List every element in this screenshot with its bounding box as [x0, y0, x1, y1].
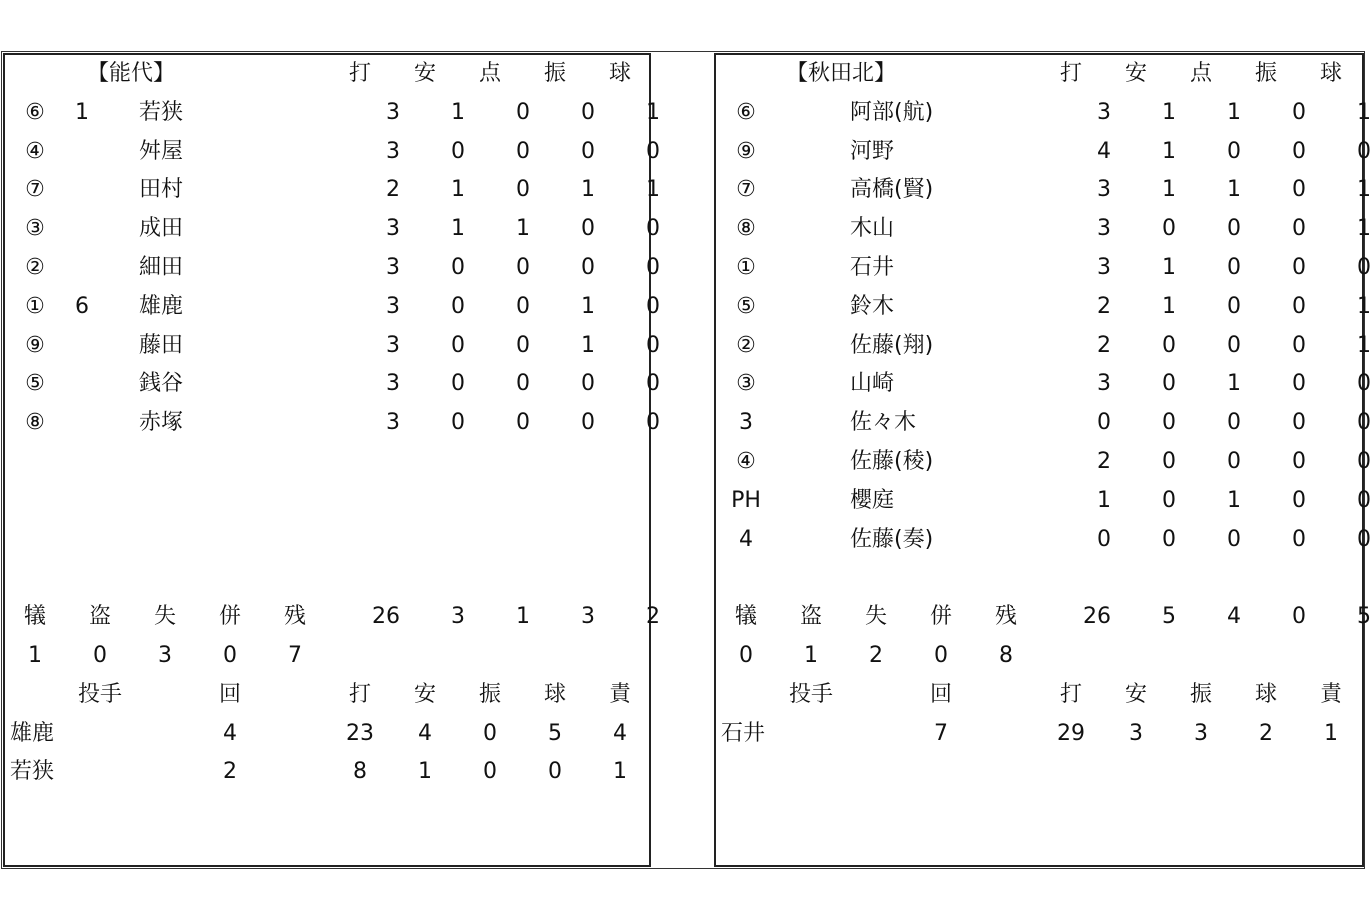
batter-stat: 1 — [516, 216, 530, 242]
sub-position — [57, 210, 107, 248]
batter-row — [716, 133, 1371, 171]
batter-stat: 1 — [1227, 487, 1241, 513]
pitching-header: 安 — [1124, 681, 1147, 707]
team-name: 【能代】 — [87, 61, 176, 86]
misc-header: 失 — [864, 604, 887, 630]
batter-stat: 0 — [1292, 138, 1306, 164]
batter-name: 田村 — [139, 177, 184, 203]
position-number: ② — [736, 332, 756, 358]
batting-header: 球 — [608, 61, 631, 86]
batter-stat: 1 — [1357, 332, 1371, 358]
batter-stat: 0 — [581, 216, 595, 242]
batter-name: 銭谷 — [139, 371, 184, 397]
misc-header: 併 — [929, 604, 952, 630]
batter-stat: 1 — [581, 332, 595, 358]
pitcher-stat: 0 — [483, 720, 497, 746]
batter-name: 藤田 — [139, 332, 184, 358]
batter-stat: 0 — [581, 410, 595, 436]
position-number: ① — [25, 293, 45, 319]
pitcher-stat: 0 — [548, 759, 562, 785]
pitching-header: 球 — [1254, 681, 1277, 707]
batter-stat: 0 — [1227, 255, 1241, 280]
batting-header-row — [5, 55, 649, 93]
misc-header: 盗 — [88, 604, 111, 630]
sub-position — [57, 133, 107, 171]
batter-stat: 0 — [1357, 449, 1371, 474]
batter-stat: 0 — [646, 293, 660, 319]
team-panel-akitakita — [714, 53, 1371, 867]
batter-stat: 1 — [646, 177, 660, 203]
batter-row — [5, 288, 660, 326]
batter-stat: 0 — [646, 138, 660, 164]
misc-value: 0 — [223, 643, 237, 668]
pitching-header: 振 — [1189, 681, 1212, 707]
pitcher-row — [5, 715, 649, 753]
batter-stat: 0 — [1292, 177, 1306, 203]
team-total: 2 — [646, 604, 660, 630]
batter-row — [716, 404, 1371, 442]
position-number: ⑤ — [25, 371, 45, 397]
batting-header: 安 — [1124, 61, 1147, 86]
batter-name: 高橋(賢) — [850, 177, 934, 203]
batter-row — [716, 210, 1371, 248]
position-number: ⑦ — [25, 177, 45, 203]
batter-stat: 0 — [516, 410, 530, 436]
batter-row — [5, 133, 660, 171]
batter-stat: 0 — [1292, 371, 1306, 397]
pitcher-stat: 3 — [1194, 720, 1208, 746]
pitcher-stat: 1 — [613, 759, 627, 785]
misc-value: 0 — [934, 643, 948, 668]
position-number: ② — [25, 255, 45, 280]
batter-stat: 1 — [1227, 99, 1241, 125]
misc-header: 犠 — [23, 604, 46, 630]
misc-header: 残 — [994, 604, 1017, 630]
batter-stat: 0 — [1292, 255, 1306, 280]
misc-value: 7 — [288, 643, 302, 668]
batter-stat: 0 — [451, 332, 465, 358]
position-number: ⑨ — [736, 138, 756, 164]
sub-position — [768, 365, 818, 403]
batter-stat: 2 — [1097, 293, 1111, 319]
batter-stat: 0 — [1292, 449, 1306, 474]
batter-name: 山崎 — [850, 371, 895, 397]
pitching-header: 安 — [413, 681, 436, 707]
batter-stat: 1 — [1227, 177, 1241, 203]
batter-row — [5, 249, 660, 287]
pitching-header: 振 — [478, 681, 501, 707]
batting-header: 点 — [1189, 61, 1212, 86]
batter-stat: 1 — [646, 99, 660, 125]
batter-stat: 0 — [1227, 216, 1241, 242]
batter-stat: 2 — [386, 177, 400, 203]
sub-position — [768, 288, 818, 326]
sub-position — [57, 365, 107, 403]
batter-stat: 0 — [1162, 216, 1176, 242]
batter-stat: 2 — [1097, 332, 1111, 358]
sub-position — [768, 94, 818, 132]
sub-position — [768, 443, 818, 481]
pitching-header: 責 — [1319, 681, 1342, 707]
batter-row — [716, 521, 1371, 559]
batter-stat: 0 — [516, 138, 530, 164]
batter-row — [716, 327, 1371, 365]
batting-header: 点 — [478, 61, 501, 86]
pitcher-name: 石井 — [721, 720, 766, 746]
batter-stat: 1 — [1162, 138, 1176, 164]
pitcher-stat: 4 — [418, 720, 432, 746]
batter-stat: 3 — [1097, 255, 1111, 280]
batter-stat: 1 — [1227, 371, 1241, 397]
sub-position — [768, 133, 818, 171]
batter-stat: 0 — [1292, 216, 1306, 242]
pitcher-stat: 4 — [613, 720, 627, 746]
batter-row — [5, 365, 660, 403]
batter-stat: 0 — [1292, 99, 1306, 125]
batter-stat: 3 — [1097, 99, 1111, 125]
batter-stat: 3 — [386, 216, 400, 242]
pitcher-name: 雄鹿 — [10, 720, 55, 746]
misc-header: 失 — [153, 604, 176, 630]
pitcher-innings: 2 — [223, 759, 237, 785]
sub-position — [57, 249, 107, 287]
pitching-header: 球 — [543, 681, 566, 707]
batter-name: 舛屋 — [139, 138, 184, 164]
batter-stat: 0 — [1292, 526, 1306, 552]
batter-stat: 0 — [1292, 332, 1306, 358]
batter-stat: 0 — [1227, 293, 1241, 319]
batter-stat: 0 — [1357, 410, 1371, 436]
batter-stat: 2 — [1097, 449, 1111, 474]
batter-stat: 1 — [581, 177, 595, 203]
pitching-header: 打 — [348, 681, 371, 707]
batter-stat: 0 — [451, 293, 465, 319]
batter-stat: 1 — [451, 99, 465, 125]
batter-stat: 3 — [1097, 371, 1111, 397]
batter-stat: 0 — [1357, 526, 1371, 552]
batter-row — [716, 94, 1371, 132]
batter-stat: 1 — [1162, 99, 1176, 125]
batter-stat: 0 — [646, 332, 660, 358]
batter-stat: 0 — [1162, 332, 1176, 358]
pitcher-innings: 7 — [934, 720, 948, 746]
batter-row — [5, 210, 660, 248]
position-number: PH — [731, 487, 761, 513]
batter-stat: 0 — [1357, 138, 1371, 164]
sub-position — [768, 171, 818, 209]
team-total: 0 — [1292, 604, 1306, 630]
batter-name: 赤塚 — [139, 410, 184, 436]
batter-row — [716, 482, 1371, 520]
batter-stat: 0 — [1292, 487, 1306, 513]
team-total: 3 — [581, 604, 595, 630]
batter-row — [5, 171, 660, 209]
misc-values-row — [5, 637, 649, 675]
batter-stat: 0 — [1292, 293, 1306, 319]
sub-position — [768, 327, 818, 365]
sub-position: 6 — [75, 293, 89, 319]
batter-name: 河野 — [850, 138, 895, 164]
team-total: 26 — [372, 604, 400, 630]
batter-name: 雄鹿 — [139, 293, 184, 319]
batter-stat: 3 — [386, 332, 400, 358]
batter-stat: 0 — [581, 255, 595, 280]
batter-stat: 3 — [386, 410, 400, 436]
team-panel-noshiro — [3, 53, 660, 867]
sub-position: 1 — [75, 99, 89, 125]
position-number: ⑥ — [736, 99, 756, 125]
batter-name: 櫻庭 — [850, 487, 895, 513]
batter-stat: 1 — [1357, 293, 1371, 319]
pitcher-stat: 1 — [1324, 720, 1338, 746]
misc-value: 1 — [28, 643, 42, 668]
sub-position — [57, 327, 107, 365]
totals-row — [5, 598, 660, 636]
batter-stat: 0 — [1227, 332, 1241, 358]
batter-name: 木山 — [850, 216, 895, 242]
batter-stat: 0 — [1357, 371, 1371, 397]
batter-stat: 0 — [1292, 410, 1306, 436]
pitcher-stat: 5 — [548, 720, 562, 746]
sub-position — [768, 482, 818, 520]
batter-stat: 0 — [451, 410, 465, 436]
batter-stat: 0 — [1357, 487, 1371, 513]
pitcher-stat: 1 — [418, 759, 432, 785]
sub-position — [57, 171, 107, 209]
sub-position — [768, 404, 818, 442]
misc-header: 残 — [283, 604, 306, 630]
position-number: ⑤ — [736, 293, 756, 319]
misc-value: 0 — [739, 643, 753, 668]
batter-stat: 0 — [1227, 410, 1241, 436]
misc-header: 併 — [218, 604, 241, 630]
batter-stat: 0 — [1097, 526, 1111, 552]
pitcher-stat: 29 — [1057, 720, 1085, 746]
batter-stat: 1 — [1097, 487, 1111, 513]
batting-header: 打 — [1059, 61, 1082, 86]
batter-stat: 0 — [646, 410, 660, 436]
batter-stat: 1 — [451, 216, 465, 242]
batter-stat: 0 — [581, 138, 595, 164]
pitcher-row — [5, 753, 649, 791]
batter-stat: 0 — [581, 99, 595, 125]
batter-name: 石井 — [850, 255, 895, 280]
batting-header: 打 — [348, 61, 371, 86]
misc-header: 犠 — [734, 604, 757, 630]
team-total: 26 — [1083, 604, 1111, 630]
team-name: 【秋田北】 — [786, 61, 897, 86]
innings-header: 回 — [929, 681, 952, 707]
batter-stat: 0 — [516, 99, 530, 125]
team-total: 5 — [1162, 604, 1176, 630]
position-number: ④ — [25, 138, 45, 164]
batter-name: 佐藤(翔) — [850, 332, 934, 358]
misc-value: 3 — [158, 643, 172, 668]
position-number: ⑥ — [25, 99, 45, 125]
misc-value: 2 — [869, 643, 883, 668]
misc-value: 1 — [804, 643, 818, 668]
batter-stat: 0 — [1162, 487, 1176, 513]
position-number: ① — [736, 255, 756, 280]
batter-name: 佐藤(稜) — [850, 449, 934, 474]
pitcher-stat: 8 — [353, 759, 367, 785]
misc-header: 盗 — [799, 604, 822, 630]
sub-position — [768, 249, 818, 287]
batter-stat: 0 — [451, 138, 465, 164]
batter-name: 阿部(航) — [850, 99, 934, 125]
batter-row — [716, 443, 1371, 481]
batter-stat: 3 — [386, 99, 400, 125]
pitcher-stat: 0 — [483, 759, 497, 785]
batter-row — [716, 365, 1371, 403]
batter-stat: 3 — [1097, 216, 1111, 242]
totals-row — [716, 598, 1371, 636]
batter-stat: 0 — [646, 255, 660, 280]
batter-stat: 0 — [581, 371, 595, 397]
batter-row — [5, 94, 660, 132]
team-total: 1 — [516, 604, 530, 630]
batting-header: 安 — [413, 61, 436, 86]
team-total: 4 — [1227, 604, 1241, 630]
batter-stat: 4 — [1097, 138, 1111, 164]
batter-stat: 0 — [451, 255, 465, 280]
misc-value: 8 — [999, 643, 1013, 668]
batter-row — [5, 327, 660, 365]
pitching-header-row — [5, 676, 649, 714]
pitching-header: 責 — [608, 681, 631, 707]
batter-stat: 1 — [1162, 255, 1176, 280]
batter-stat: 0 — [516, 255, 530, 280]
innings-header: 回 — [218, 681, 241, 707]
batter-stat: 0 — [1227, 526, 1241, 552]
position-number: ⑨ — [25, 332, 45, 358]
sub-position — [768, 210, 818, 248]
batter-stat: 1 — [451, 177, 465, 203]
position-number: 3 — [739, 410, 753, 436]
batter-row — [716, 288, 1371, 326]
batter-name: 成田 — [139, 216, 184, 242]
position-number: ⑧ — [25, 410, 45, 436]
batter-stat: 0 — [1227, 138, 1241, 164]
batter-row — [5, 404, 660, 442]
pitcher-stat: 2 — [1259, 720, 1273, 746]
batter-stat: 3 — [386, 371, 400, 397]
position-number: ③ — [736, 371, 756, 397]
batter-stat: 0 — [1097, 410, 1111, 436]
sub-position — [57, 404, 107, 442]
batter-stat: 0 — [1162, 526, 1176, 552]
team-total: 5 — [1357, 604, 1371, 630]
position-number: 4 — [739, 526, 753, 552]
position-number: ⑧ — [736, 216, 756, 242]
batter-stat: 0 — [1162, 410, 1176, 436]
batter-row — [716, 249, 1371, 287]
misc-value: 0 — [93, 643, 107, 668]
batter-stat: 0 — [646, 216, 660, 242]
position-number: ⑦ — [736, 177, 756, 203]
batter-stat: 1 — [1162, 293, 1176, 319]
batter-stat: 3 — [386, 293, 400, 319]
pitcher-innings: 4 — [223, 720, 237, 746]
batter-stat: 0 — [516, 371, 530, 397]
pitcher-stat: 23 — [346, 720, 374, 746]
batter-row — [716, 171, 1371, 209]
batter-name: 佐藤(奏) — [850, 526, 934, 552]
batter-name: 鈴木 — [850, 293, 895, 319]
batter-stat: 1 — [1357, 216, 1371, 242]
pitching-header: 打 — [1059, 681, 1082, 707]
batter-stat: 0 — [516, 177, 530, 203]
batter-name: 細田 — [139, 255, 184, 280]
pitcher-row — [716, 715, 1362, 753]
batter-stat: 0 — [516, 293, 530, 319]
pitcher-name: 若狭 — [10, 759, 55, 785]
misc-values-row — [716, 637, 1362, 675]
position-number: ③ — [25, 216, 45, 242]
batter-stat: 0 — [516, 332, 530, 358]
position-number: ④ — [736, 449, 756, 474]
batter-stat: 1 — [1162, 177, 1176, 203]
batter-stat: 0 — [1162, 371, 1176, 397]
batter-stat: 0 — [646, 371, 660, 397]
batting-header: 振 — [543, 61, 566, 86]
team-total: 3 — [451, 604, 465, 630]
batter-stat: 1 — [1357, 99, 1371, 125]
batter-stat: 0 — [1357, 255, 1371, 280]
batting-header: 振 — [1254, 61, 1277, 86]
sub-position — [768, 521, 818, 559]
batter-name: 若狭 — [139, 99, 184, 125]
batting-header-row — [716, 55, 1362, 93]
batting-header: 球 — [1319, 61, 1342, 86]
batter-stat: 3 — [1097, 177, 1111, 203]
pitcher-header: 投手 — [788, 681, 833, 707]
batter-stat: 1 — [1357, 177, 1371, 203]
batter-stat: 3 — [386, 255, 400, 280]
pitcher-header: 投手 — [77, 681, 122, 707]
pitcher-stat: 3 — [1129, 720, 1143, 746]
batter-stat: 0 — [1162, 449, 1176, 474]
pitching-header-row — [716, 676, 1362, 714]
batter-stat: 0 — [451, 371, 465, 397]
batter-name: 佐々木 — [850, 410, 917, 436]
batter-stat: 0 — [1227, 449, 1241, 474]
batter-stat: 1 — [581, 293, 595, 319]
batter-stat: 3 — [386, 138, 400, 164]
